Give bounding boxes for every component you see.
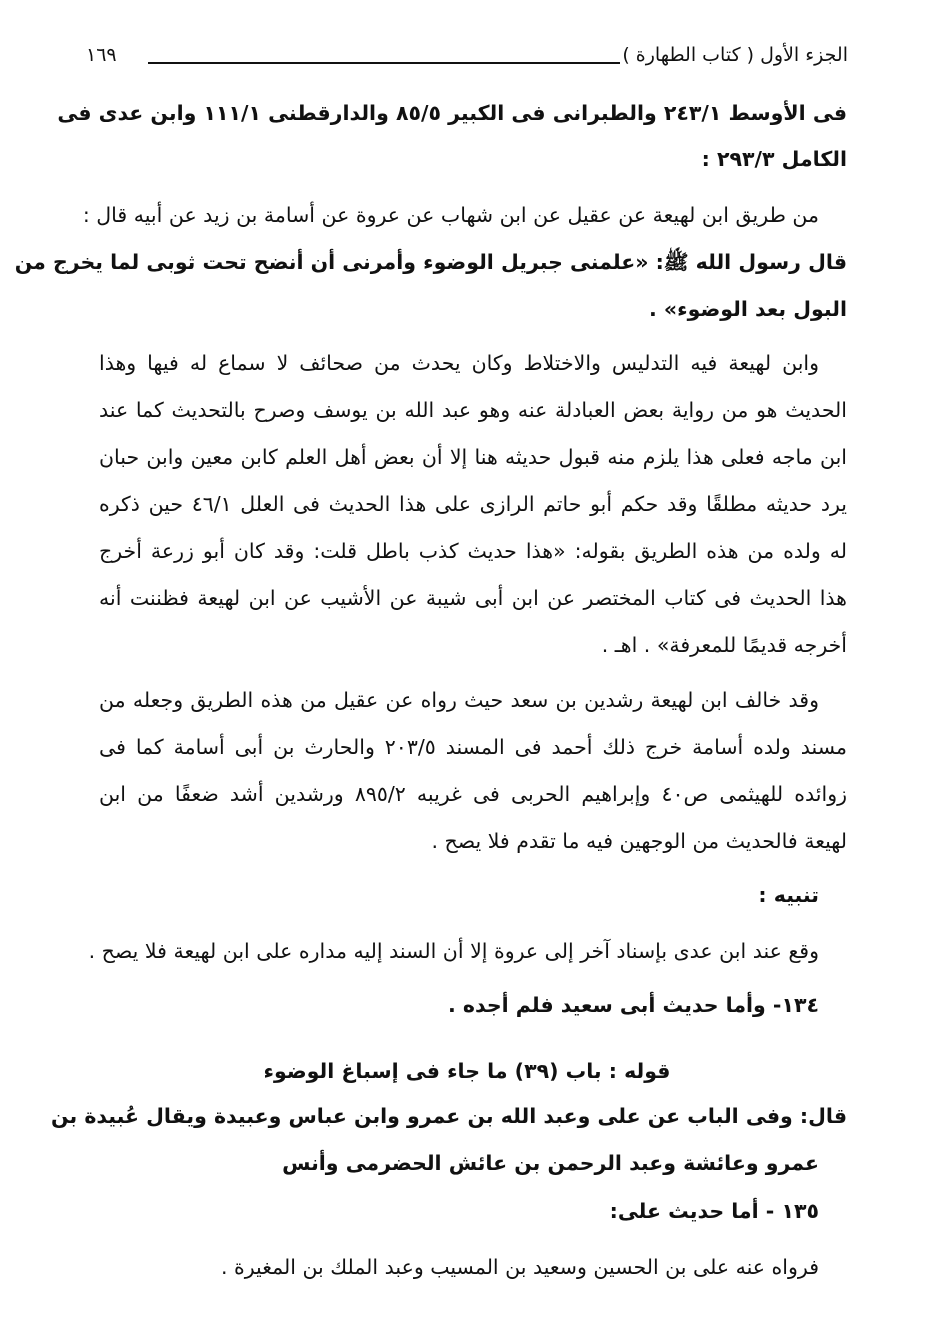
hadith-text-line: قال رسول الله ﷺ: «علمنى جبريل الوضوء وأمرنى أن أنضح تحت ثوبى لما يخرج من — [14, 250, 847, 274]
text-line: لهيعة فالحديث من الوجهين فيه ما تقدم فلا يصح . — [431, 829, 847, 853]
hadith-text-line: البول بعد الوضوء» . — [648, 297, 847, 321]
text-line: قال: وفى الباب عن على وعبد الله بن عمرو وابن عباس وعبيدة ويقال عُبيدة بن — [51, 1104, 847, 1128]
text-line: وقد خالف ابن لهيعة رشدين بن سعد حيث رواه عن عقيل من هذه الطريق وجعله من — [99, 688, 819, 712]
section-heading: قوله : باب (٣٩) ما جاء فى إسباغ الوضوء — [263, 1059, 671, 1083]
numbered-item-135: ١٣٥ - أما حديث على: — [609, 1199, 819, 1223]
text-line: فى الأوسط ٢٤٣/١ والطبرانى فى الكبير ٨٥/٥ والدارقطنى ١١١/١ وابن عدى فى — [57, 101, 847, 125]
text-line: ابن ماجه فعلى هذا يلزم منه قبول حديثه هنا إلا أن بعض أهل العلم كابن معين وابن حبان — [99, 445, 847, 469]
note-heading: تنبيه : — [758, 883, 819, 907]
text-line: عمرو وعائشة وعبد الرحمن بن عائش الحضرمى وأنس — [282, 1151, 819, 1175]
text-line: الحديث هو من رواية بعض العبادلة عنه وهو عبد الله بن يوسف وصرح بالتحديث كما عند — [99, 398, 847, 422]
text-line: يرد حديثه مطلقًا وقد حكم أبو حاتم الرازى على هذا الحديث فى العلل ٤٦/١ حين ذكره — [99, 492, 848, 516]
numbered-item-134: ١٣٤- وأما حديث أبى سعيد فلم أجده . — [448, 993, 819, 1017]
text-line: هذا الحديث فى كتاب المختصر عن ابن أبى شيبة عن الأشيب عن ابن لهيعة فظننت أنه — [99, 586, 847, 610]
text-line: من طريق ابن لهيعة عن عقيل عن ابن شهاب عن عروة عن أسامة بن زيد عن أبيه قال : — [82, 203, 819, 227]
text-line: وقع عند ابن عدى بإسناد آخر إلى عروة إلا أن السند إليه مداره على ابن لهيعة فلا يصح . — [88, 939, 819, 963]
text-line: وابن لهيعة فيه التدليس والاختلاط وكان يحدث من صحائف لا سماع له فيها وهذا — [99, 351, 819, 375]
text-line: فرواه عنه على بن الحسين وسعيد بن المسيب وعبد الملك بن المغيرة . — [220, 1255, 819, 1279]
text-line: الكامل ٢٩٣/٣ : — [701, 147, 847, 171]
text-line: مسند ولده أسامة خرج ذلك أحمد فى المسند ٢٠٣/٥ والحارث بن أبى أسامة كما فى — [99, 735, 847, 759]
text-line: له ولده من هذه الطريق بقوله: «هذا حديث كذب باطل قلت: وقد كان أبو زرعة أخرج — [99, 539, 847, 563]
header-rule — [148, 62, 620, 64]
text-line: أخرجه قديمًا للمعرفة» . اهـ . — [601, 633, 847, 657]
page-header — [86, 38, 848, 78]
text-line: زوائده للهيثمى ص٤٠ وإبراهيم الحربى فى غريبه ٨٩٥/٢ ورشدين أشد ضعفًا من ابن — [99, 782, 847, 806]
running-title: الجزء الأول ( كتاب الطهارة ) — [622, 44, 848, 66]
page-number: ١٦٩ — [86, 44, 117, 66]
